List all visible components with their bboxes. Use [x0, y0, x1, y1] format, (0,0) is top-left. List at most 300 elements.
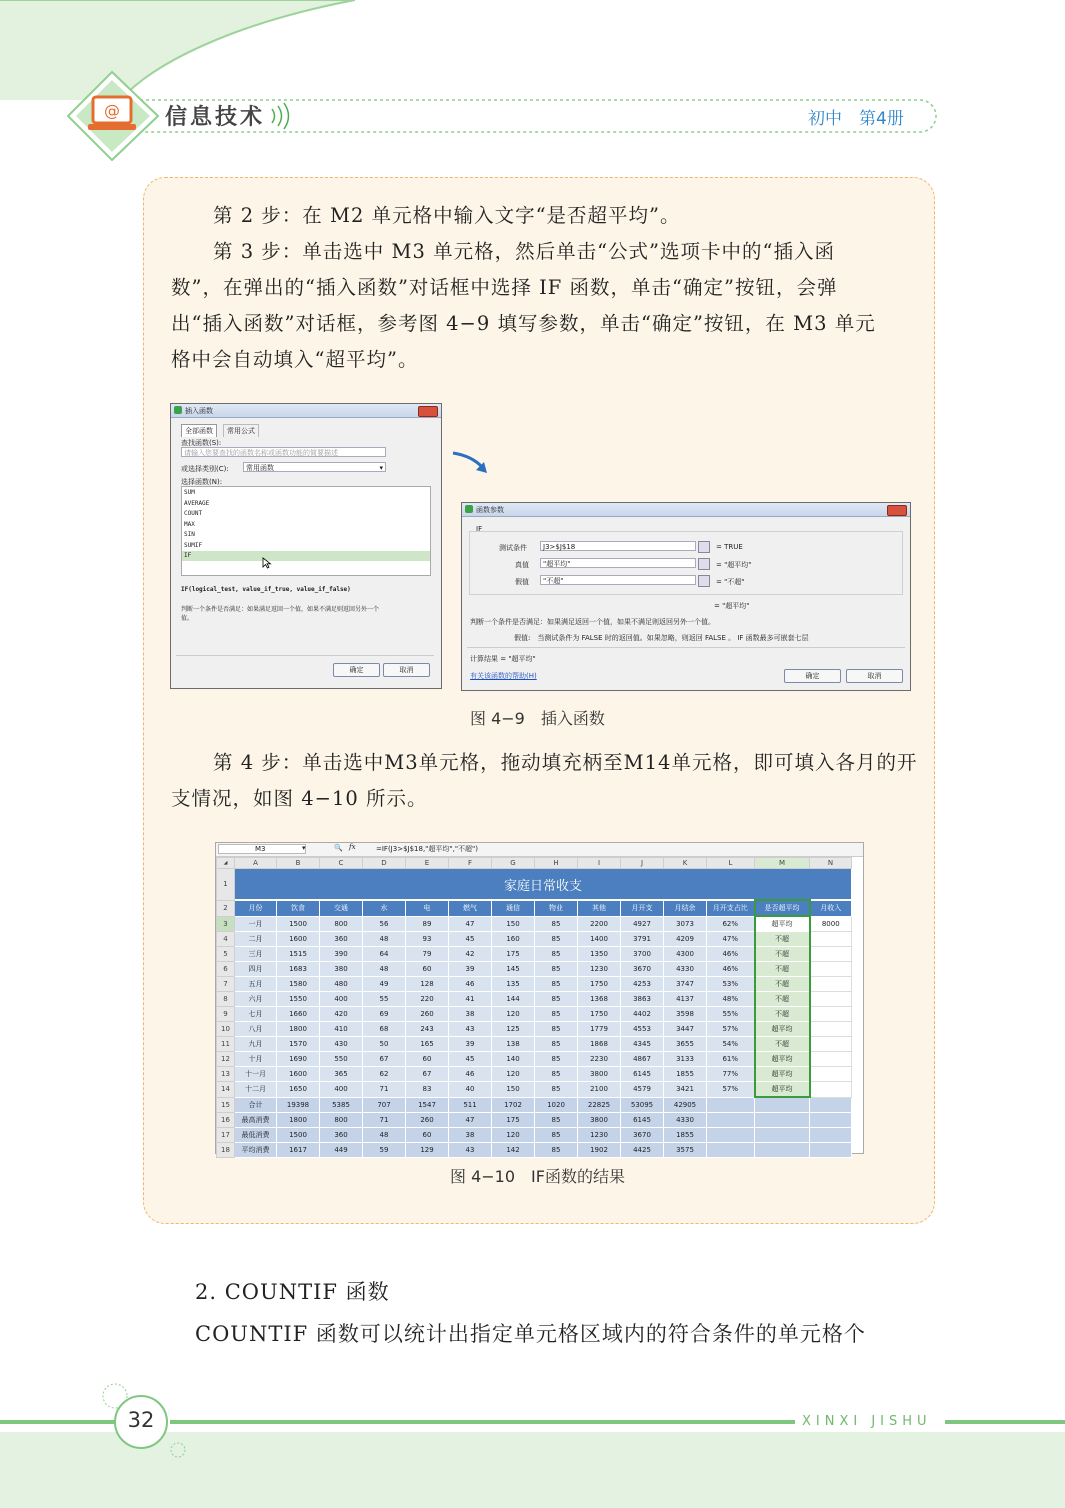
table-cell[interactable]: 1600: [277, 932, 320, 947]
table-cell[interactable]: 22825: [578, 1097, 621, 1113]
row-header[interactable]: 7: [217, 977, 235, 992]
ok-button[interactable]: 确定: [784, 669, 841, 683]
table-cell[interactable]: 150: [492, 916, 535, 932]
column-header[interactable]: B: [277, 858, 320, 869]
table-cell[interactable]: 144: [492, 992, 535, 1007]
list-item[interactable]: SUM: [184, 489, 195, 496]
table-cell[interactable]: [810, 1067, 852, 1082]
table-cell[interactable]: 1368: [578, 992, 621, 1007]
table-cell[interactable]: 71: [363, 1082, 406, 1098]
column-title[interactable]: 燃气: [449, 900, 492, 916]
search-icon[interactable]: 🔍: [334, 844, 343, 852]
row-header[interactable]: 1: [217, 869, 235, 901]
table-cell[interactable]: 129: [406, 1143, 449, 1158]
table-cell[interactable]: 3598: [664, 1007, 707, 1022]
table-cell[interactable]: 3863: [621, 992, 664, 1007]
row-header[interactable]: 5: [217, 947, 235, 962]
table-cell[interactable]: 59: [363, 1143, 406, 1158]
table-cell[interactable]: 1400: [578, 932, 621, 947]
table-cell[interactable]: 3670: [621, 962, 664, 977]
table-cell[interactable]: 48: [363, 932, 406, 947]
list-item[interactable]: AVERAGE: [184, 500, 210, 507]
table-cell[interactable]: 43: [449, 1143, 492, 1158]
list-item[interactable]: MAX: [184, 521, 195, 528]
table-cell[interactable]: 1515: [277, 947, 320, 962]
table-cell[interactable]: 43: [449, 1022, 492, 1037]
table-cell[interactable]: 4345: [621, 1037, 664, 1052]
table-cell[interactable]: 47%: [707, 932, 755, 947]
arg-input-false[interactable]: "不超": [540, 575, 696, 585]
fx-icon[interactable]: fx: [349, 843, 356, 851]
table-cell[interactable]: 1500: [277, 1128, 320, 1143]
table-cell[interactable]: 85: [535, 992, 578, 1007]
table-cell[interactable]: 3133: [664, 1052, 707, 1067]
table-cell[interactable]: 85: [535, 1037, 578, 1052]
table-cell[interactable]: 150: [492, 1082, 535, 1098]
column-header[interactable]: E: [406, 858, 449, 869]
table-cell[interactable]: 85: [535, 947, 578, 962]
table-cell[interactable]: 1020: [535, 1097, 578, 1113]
table-cell[interactable]: 1683: [277, 962, 320, 977]
table-cell[interactable]: 38: [449, 1007, 492, 1022]
table-cell[interactable]: 449: [320, 1143, 363, 1158]
table-cell[interactable]: 1855: [664, 1067, 707, 1082]
search-input[interactable]: 请输入您要查找的函数名称或函数功能的简要描述: [181, 447, 386, 457]
table-cell[interactable]: 4300: [664, 947, 707, 962]
table-cell[interactable]: 85: [535, 1128, 578, 1143]
table-cell[interactable]: 69: [363, 1007, 406, 1022]
table-cell[interactable]: 48: [363, 962, 406, 977]
table-cell[interactable]: 十月: [235, 1052, 277, 1067]
column-header[interactable]: I: [578, 858, 621, 869]
column-header[interactable]: N: [810, 858, 852, 869]
table-cell[interactable]: 十二月: [235, 1082, 277, 1098]
table-cell[interactable]: 3447: [664, 1022, 707, 1037]
table-cell[interactable]: 4253: [621, 977, 664, 992]
table-cell[interactable]: 不超: [755, 977, 810, 992]
table-cell[interactable]: 39: [449, 962, 492, 977]
table-cell[interactable]: 85: [535, 1143, 578, 1158]
table-cell[interactable]: 1230: [578, 962, 621, 977]
table-cell[interactable]: 1570: [277, 1037, 320, 1052]
table-cell[interactable]: 53095: [621, 1097, 664, 1113]
table-cell[interactable]: 57%: [707, 1082, 755, 1098]
table-cell[interactable]: 四月: [235, 962, 277, 977]
list-item[interactable]: SUMIF: [184, 542, 203, 549]
table-cell[interactable]: 三月: [235, 947, 277, 962]
column-title[interactable]: 饮食: [277, 900, 320, 916]
table-cell[interactable]: 360: [320, 1128, 363, 1143]
table-cell[interactable]: 1230: [578, 1128, 621, 1143]
table-cell[interactable]: 六月: [235, 992, 277, 1007]
table-cell[interactable]: 二月: [235, 932, 277, 947]
table-cell[interactable]: 83: [406, 1082, 449, 1098]
table-cell[interactable]: 85: [535, 962, 578, 977]
table-cell[interactable]: 85: [535, 1113, 578, 1128]
row-header[interactable]: 2: [217, 900, 235, 916]
table-cell[interactable]: 53%: [707, 977, 755, 992]
table-cell[interactable]: 49: [363, 977, 406, 992]
table-cell[interactable]: 57%: [707, 1022, 755, 1037]
table-cell[interactable]: 1800: [277, 1113, 320, 1128]
table-cell[interactable]: 140: [492, 1052, 535, 1067]
table-cell[interactable]: 3670: [621, 1128, 664, 1143]
table-cell[interactable]: 2100: [578, 1082, 621, 1098]
table-cell[interactable]: 1690: [277, 1052, 320, 1067]
table-cell[interactable]: 4553: [621, 1022, 664, 1037]
table-cell[interactable]: 超平均: [755, 1022, 810, 1037]
column-title[interactable]: 交通: [320, 900, 363, 916]
table-cell[interactable]: [755, 1128, 810, 1143]
table-cell[interactable]: 365: [320, 1067, 363, 1082]
table-cell[interactable]: 42905: [664, 1097, 707, 1113]
table-cell[interactable]: 77%: [707, 1067, 755, 1082]
table-cell[interactable]: 430: [320, 1037, 363, 1052]
table-cell[interactable]: 120: [492, 1128, 535, 1143]
table-cell[interactable]: 800: [320, 916, 363, 932]
table-cell[interactable]: 260: [406, 1113, 449, 1128]
table-cell[interactable]: 260: [406, 1007, 449, 1022]
table-cell[interactable]: 550: [320, 1052, 363, 1067]
table-cell[interactable]: 93: [406, 932, 449, 947]
table-cell[interactable]: 3655: [664, 1037, 707, 1052]
table-cell[interactable]: 3575: [664, 1143, 707, 1158]
table-cell[interactable]: 1750: [578, 1007, 621, 1022]
table-cell[interactable]: 1617: [277, 1143, 320, 1158]
row-header[interactable]: 15: [217, 1097, 235, 1113]
table-cell[interactable]: 8000: [810, 916, 852, 932]
row-header[interactable]: 9: [217, 1007, 235, 1022]
table-cell[interactable]: [810, 1037, 852, 1052]
table-cell[interactable]: [707, 1128, 755, 1143]
table-cell[interactable]: 46: [449, 1067, 492, 1082]
table-cell[interactable]: 56: [363, 916, 406, 932]
row-header[interactable]: 16: [217, 1113, 235, 1128]
table-cell[interactable]: 八月: [235, 1022, 277, 1037]
table-cell[interactable]: 50: [363, 1037, 406, 1052]
arg-input-test[interactable]: J3>$J$18: [540, 541, 696, 551]
column-title[interactable]: 水: [363, 900, 406, 916]
table-cell[interactable]: 800: [320, 1113, 363, 1128]
table-cell[interactable]: [810, 947, 852, 962]
table-cell[interactable]: 243: [406, 1022, 449, 1037]
table-cell[interactable]: 46%: [707, 947, 755, 962]
table-cell[interactable]: 4330: [664, 1113, 707, 1128]
table-cell[interactable]: [810, 1128, 852, 1143]
table-cell[interactable]: 145: [492, 962, 535, 977]
table-cell[interactable]: [810, 932, 852, 947]
table-cell[interactable]: 47: [449, 916, 492, 932]
table-cell[interactable]: 62%: [707, 916, 755, 932]
table-cell[interactable]: 十一月: [235, 1067, 277, 1082]
table-cell[interactable]: 不超: [755, 1037, 810, 1052]
category-select[interactable]: 常用函数 ▾: [243, 462, 386, 472]
table-cell[interactable]: 480: [320, 977, 363, 992]
column-header[interactable]: L: [707, 858, 755, 869]
column-header[interactable]: F: [449, 858, 492, 869]
table-cell[interactable]: 4402: [621, 1007, 664, 1022]
table-cell[interactable]: 175: [492, 1113, 535, 1128]
table-cell[interactable]: 120: [492, 1067, 535, 1082]
table-cell[interactable]: 平均消费: [235, 1143, 277, 1158]
row-header[interactable]: 11: [217, 1037, 235, 1052]
table-cell[interactable]: 2200: [578, 916, 621, 932]
table-cell[interactable]: 71: [363, 1113, 406, 1128]
column-header[interactable]: C: [320, 858, 363, 869]
function-list[interactable]: [181, 486, 431, 576]
formula-input[interactable]: =IF(J3>$J$18,"超平均","不超"): [376, 845, 479, 853]
collapse-icon[interactable]: [698, 575, 710, 587]
table-cell[interactable]: 不超: [755, 1007, 810, 1022]
table-cell[interactable]: 4137: [664, 992, 707, 1007]
table-cell[interactable]: 60: [406, 962, 449, 977]
table-cell[interactable]: 85: [535, 1082, 578, 1098]
table-cell[interactable]: 1550: [277, 992, 320, 1007]
cancel-button[interactable]: 取消: [846, 669, 903, 683]
table-cell[interactable]: 1500: [277, 916, 320, 932]
table-cell[interactable]: 85: [535, 932, 578, 947]
list-item-selected[interactable]: IF: [184, 552, 192, 559]
table-cell[interactable]: 4927: [621, 916, 664, 932]
table-cell[interactable]: 135: [492, 977, 535, 992]
table-cell[interactable]: 360: [320, 932, 363, 947]
table-cell[interactable]: 一月: [235, 916, 277, 932]
table-cell[interactable]: 1702: [492, 1097, 535, 1113]
table-cell[interactable]: 47: [449, 1113, 492, 1128]
table-cell[interactable]: 60: [406, 1052, 449, 1067]
table-cell[interactable]: 4867: [621, 1052, 664, 1067]
table-cell[interactable]: 1650: [277, 1082, 320, 1098]
table-cell[interactable]: 七月: [235, 1007, 277, 1022]
table-cell[interactable]: 511: [449, 1097, 492, 1113]
column-header[interactable]: J: [621, 858, 664, 869]
table-cell[interactable]: 合计: [235, 1097, 277, 1113]
table-cell[interactable]: 1779: [578, 1022, 621, 1037]
tab-all-functions[interactable]: 全部函数: [181, 424, 217, 437]
row-header[interactable]: 13: [217, 1067, 235, 1082]
table-cell[interactable]: 125: [492, 1022, 535, 1037]
table-cell[interactable]: 3700: [621, 947, 664, 962]
table-cell[interactable]: 85: [535, 1007, 578, 1022]
table-cell[interactable]: [707, 1097, 755, 1113]
table-cell[interactable]: [755, 1097, 810, 1113]
table-cell[interactable]: 55%: [707, 1007, 755, 1022]
table-cell[interactable]: [755, 1143, 810, 1158]
column-title[interactable]: 电: [406, 900, 449, 916]
row-header[interactable]: 10: [217, 1022, 235, 1037]
table-cell[interactable]: 128: [406, 977, 449, 992]
table-cell[interactable]: 48: [363, 1128, 406, 1143]
table-cell[interactable]: [707, 1143, 755, 1158]
column-header[interactable]: M: [755, 858, 810, 869]
column-title[interactable]: 物业: [535, 900, 578, 916]
cancel-button[interactable]: 取消: [383, 663, 430, 677]
list-item[interactable]: SIN: [184, 531, 195, 538]
table-cell[interactable]: 160: [492, 932, 535, 947]
column-header[interactable]: G: [492, 858, 535, 869]
table-cell[interactable]: 4209: [664, 932, 707, 947]
table-cell[interactable]: 超平均: [755, 1052, 810, 1067]
table-cell[interactable]: 61%: [707, 1052, 755, 1067]
table-cell[interactable]: 1902: [578, 1143, 621, 1158]
table-cell[interactable]: 1350: [578, 947, 621, 962]
collapse-icon[interactable]: [698, 541, 710, 553]
table-cell[interactable]: 165: [406, 1037, 449, 1052]
table-cell[interactable]: 85: [535, 1022, 578, 1037]
row-header[interactable]: 3: [217, 916, 235, 932]
column-title[interactable]: 是否超平均: [755, 900, 810, 916]
table-cell[interactable]: 最低消费: [235, 1128, 277, 1143]
table-cell[interactable]: 3791: [621, 932, 664, 947]
row-header[interactable]: 12: [217, 1052, 235, 1067]
table-cell[interactable]: 46: [449, 977, 492, 992]
table-cell[interactable]: 39: [449, 1037, 492, 1052]
collapse-icon[interactable]: [698, 558, 710, 570]
table-cell[interactable]: 54%: [707, 1037, 755, 1052]
table-cell[interactable]: [810, 1022, 852, 1037]
table-cell[interactable]: [810, 1113, 852, 1128]
table-cell[interactable]: [810, 1097, 852, 1113]
table-cell[interactable]: 3421: [664, 1082, 707, 1098]
table-cell[interactable]: 3800: [578, 1113, 621, 1128]
table-cell[interactable]: 4579: [621, 1082, 664, 1098]
table-cell[interactable]: 41: [449, 992, 492, 1007]
table-cell[interactable]: 3800: [578, 1067, 621, 1082]
row-header[interactable]: 18: [217, 1143, 235, 1158]
table-cell[interactable]: 60: [406, 1128, 449, 1143]
table-cell[interactable]: 3747: [664, 977, 707, 992]
table-cell[interactable]: 5385: [320, 1097, 363, 1113]
column-title[interactable]: 月收入: [810, 900, 852, 916]
table-cell[interactable]: 120: [492, 1007, 535, 1022]
table-cell[interactable]: 4425: [621, 1143, 664, 1158]
table-cell[interactable]: 1580: [277, 977, 320, 992]
table-cell[interactable]: 1547: [406, 1097, 449, 1113]
table-cell[interactable]: 40: [449, 1082, 492, 1098]
table-cell[interactable]: 45: [449, 1052, 492, 1067]
help-link[interactable]: 有关该函数的帮助(H): [470, 672, 537, 680]
table-cell[interactable]: 1750: [578, 977, 621, 992]
table-cell[interactable]: 超平均: [755, 1082, 810, 1098]
table-cell[interactable]: 68: [363, 1022, 406, 1037]
column-header[interactable]: A: [235, 858, 277, 869]
table-cell[interactable]: 62: [363, 1067, 406, 1082]
column-title[interactable]: 月开支占比: [707, 900, 755, 916]
column-header[interactable]: D: [363, 858, 406, 869]
table-cell[interactable]: [810, 977, 852, 992]
column-title[interactable]: 其他: [578, 900, 621, 916]
table-cell[interactable]: 五月: [235, 977, 277, 992]
table-cell[interactable]: 707: [363, 1097, 406, 1113]
table-cell[interactable]: 6145: [621, 1067, 664, 1082]
table-cell[interactable]: 42: [449, 947, 492, 962]
select-all-corner[interactable]: ◢: [217, 858, 235, 869]
row-header[interactable]: 6: [217, 962, 235, 977]
table-cell[interactable]: 420: [320, 1007, 363, 1022]
table-cell[interactable]: [810, 1052, 852, 1067]
table-cell[interactable]: 380: [320, 962, 363, 977]
table-cell[interactable]: 142: [492, 1143, 535, 1158]
table-cell[interactable]: 不超: [755, 992, 810, 1007]
row-header[interactable]: 4: [217, 932, 235, 947]
table-cell[interactable]: 超平均: [755, 1067, 810, 1082]
ok-button[interactable]: 确定: [333, 663, 380, 677]
column-title[interactable]: 月份: [235, 900, 277, 916]
table-cell[interactable]: 138: [492, 1037, 535, 1052]
chevron-down-icon[interactable]: ▾: [302, 844, 306, 852]
table-cell[interactable]: 67: [406, 1067, 449, 1082]
table-cell[interactable]: 1600: [277, 1067, 320, 1082]
table-cell[interactable]: 最高消费: [235, 1113, 277, 1128]
table-cell[interactable]: [707, 1113, 755, 1128]
table-cell[interactable]: 九月: [235, 1037, 277, 1052]
table-cell[interactable]: [810, 1007, 852, 1022]
table-cell[interactable]: 不超: [755, 932, 810, 947]
table-cell[interactable]: [810, 1082, 852, 1098]
column-header[interactable]: K: [664, 858, 707, 869]
column-title[interactable]: 月结余: [664, 900, 707, 916]
table-cell[interactable]: 400: [320, 1082, 363, 1098]
table-cell[interactable]: 220: [406, 992, 449, 1007]
table-cell[interactable]: [810, 962, 852, 977]
table-cell[interactable]: 超平均: [755, 916, 810, 932]
table-cell[interactable]: 2230: [578, 1052, 621, 1067]
table-cell[interactable]: [810, 1143, 852, 1158]
table-cell[interactable]: [810, 992, 852, 1007]
table-cell[interactable]: 不超: [755, 962, 810, 977]
arg-input-true[interactable]: "超平均": [540, 558, 696, 568]
tab-common-formulas[interactable]: 常用公式: [223, 424, 259, 437]
close-icon[interactable]: [887, 505, 907, 516]
table-cell[interactable]: 85: [535, 1052, 578, 1067]
table-cell[interactable]: 85: [535, 916, 578, 932]
row-header[interactable]: 17: [217, 1128, 235, 1143]
sheet-title[interactable]: 家庭日常收支: [235, 869, 852, 901]
table-cell[interactable]: 1800: [277, 1022, 320, 1037]
table-cell[interactable]: 85: [535, 1067, 578, 1082]
table-cell[interactable]: 46%: [707, 962, 755, 977]
table-cell[interactable]: 390: [320, 947, 363, 962]
table-cell[interactable]: 85: [535, 977, 578, 992]
table-cell[interactable]: 410: [320, 1022, 363, 1037]
table-cell[interactable]: 400: [320, 992, 363, 1007]
table-cell[interactable]: 48%: [707, 992, 755, 1007]
table-cell[interactable]: 89: [406, 916, 449, 932]
table-cell[interactable]: 6145: [621, 1113, 664, 1128]
table-cell[interactable]: 175: [492, 947, 535, 962]
list-item[interactable]: COUNT: [184, 510, 203, 517]
table-cell[interactable]: 3073: [664, 916, 707, 932]
column-header[interactable]: H: [535, 858, 578, 869]
table-cell[interactable]: 45: [449, 932, 492, 947]
row-header[interactable]: 8: [217, 992, 235, 1007]
column-title[interactable]: 月开支: [621, 900, 664, 916]
close-icon[interactable]: [418, 406, 438, 417]
table-cell[interactable]: 1855: [664, 1128, 707, 1143]
table-cell[interactable]: 1660: [277, 1007, 320, 1022]
table-cell[interactable]: 19398: [277, 1097, 320, 1113]
table-cell[interactable]: 79: [406, 947, 449, 962]
table-cell[interactable]: 55: [363, 992, 406, 1007]
table-cell[interactable]: 64: [363, 947, 406, 962]
row-header[interactable]: 14: [217, 1082, 235, 1098]
table-cell[interactable]: 67: [363, 1052, 406, 1067]
table-cell[interactable]: 不超: [755, 947, 810, 962]
table-cell[interactable]: 4330: [664, 962, 707, 977]
table-cell[interactable]: 38: [449, 1128, 492, 1143]
table-cell[interactable]: 1868: [578, 1037, 621, 1052]
name-box[interactable]: M3: [218, 844, 306, 854]
